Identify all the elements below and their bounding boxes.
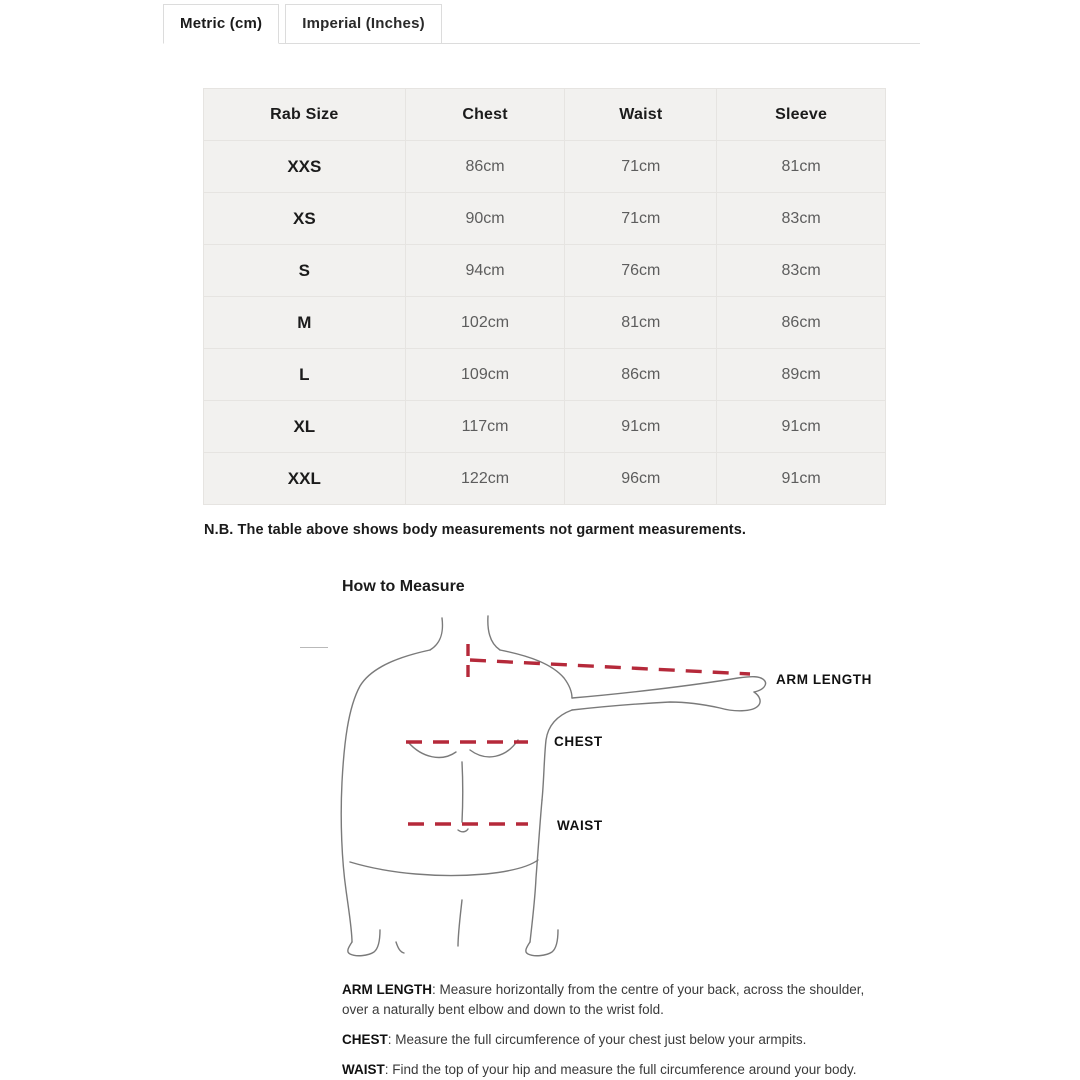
cell-waist: 81cm [565,297,717,349]
how-to-measure-title: How to Measure [342,578,465,595]
cell-chest: 86cm [405,141,565,193]
description-text-arm-length: : Measure horizontally from the centre of your back, across the shoulder, over a naturally bent elbow and down to the wrist fold. [342,982,865,1017]
description-arm-length [342,980,887,1019]
cell-sleeve: 81cm [717,141,886,193]
table-header-row [204,89,886,141]
table-row [204,141,886,193]
description-term-waist: WAIST [342,1062,385,1077]
description-term-arm-length: ARM LENGTH [342,982,432,997]
table-row [204,297,886,349]
cell-waist: 96cm [565,453,717,505]
cell-size: XL [204,401,406,453]
cell-sleeve: 86cm [717,297,886,349]
cell-sleeve: 89cm [717,349,886,401]
label-chest: CHEST [554,734,603,749]
table-row [204,349,886,401]
cell-sleeve: 83cm [717,245,886,297]
cell-chest: 117cm [405,401,565,453]
column-header-sleeve: Sleeve [717,89,886,141]
cell-chest: 90cm [405,193,565,245]
table-row [204,193,886,245]
cell-sleeve: 83cm [717,193,886,245]
table-note: N.B. The table above shows body measurements not garment measurements. [204,522,747,538]
description-text-waist: : Find the top of your hip and measure the full circumference around your body. [384,1062,857,1077]
size-table [203,88,886,505]
cell-waist: 86cm [565,349,717,401]
column-header-rab-size: Rab Size [204,89,406,141]
size-table-wrapper [203,88,886,505]
tab-metric[interactable]: Metric (cm) [163,4,279,44]
cell-chest: 109cm [405,349,565,401]
description-term-chest: CHEST [342,1032,388,1047]
cell-size: XXS [204,141,406,193]
cell-chest: 122cm [405,453,565,505]
column-header-waist: Waist [565,89,717,141]
cell-waist: 76cm [565,245,717,297]
cell-waist: 71cm [565,141,717,193]
cell-size: M [204,297,406,349]
table-row [204,453,886,505]
tab-imperial[interactable]: Imperial (Inches) [285,4,442,44]
cell-size: L [204,349,406,401]
description-chest [342,1030,887,1050]
table-row [204,401,886,453]
description-waist [342,1060,887,1080]
column-header-chest: Chest [405,89,565,141]
cell-sleeve: 91cm [717,453,886,505]
description-text-chest: : Measure the full circumference of your chest just below your armpits. [387,1032,807,1047]
cell-waist: 71cm [565,193,717,245]
table-row [204,245,886,297]
cell-sleeve: 91cm [717,401,886,453]
cell-chest: 102cm [405,297,565,349]
cell-chest: 94cm [405,245,565,297]
cell-waist: 91cm [565,401,717,453]
label-waist: WAIST [557,818,603,833]
cell-size: XS [204,193,406,245]
label-arm-length: ARM LENGTH [776,672,872,687]
cell-size: XXL [204,453,406,505]
cell-size: S [204,245,406,297]
body-measurement-diagram [290,612,890,962]
unit-tabs [163,0,920,44]
